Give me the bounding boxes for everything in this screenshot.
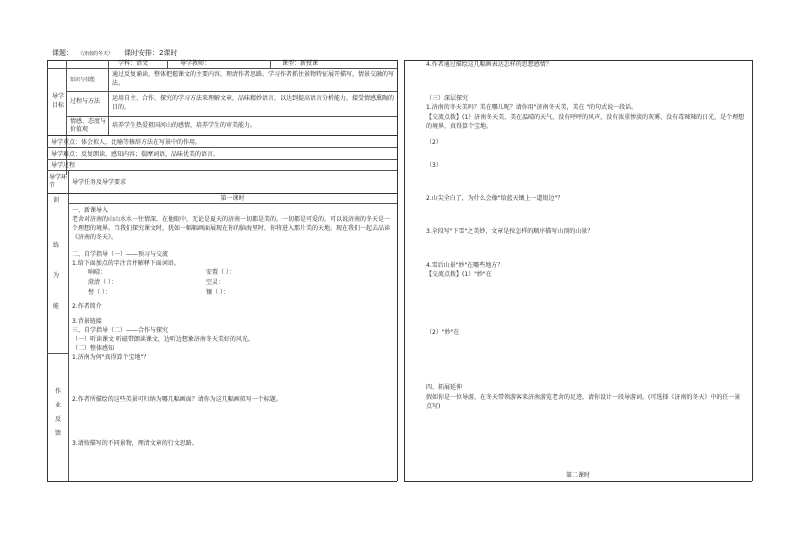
self-study-2: 三、自学指导（二）——合作与探究 [72,327,169,334]
word-1: 响晴： [88,269,107,276]
o3: 3.请按描写的不同景物，理清文章的行文思路。 [72,440,198,447]
goal-name-3: 情感、态度与价值观 [70,118,107,133]
overall-title: （二）整体感知 [72,345,115,352]
teacher: 导学教师： [180,60,211,67]
goal-text-3: 培养学生热爱祖国河山的感情，培养学生的审美能力。 [112,122,257,129]
ext-title: 四、拓展延伸 [426,384,463,391]
side-label-4: 能 [53,303,60,310]
d1: 1.济南的冬天美吗？美在哪儿呢？请你用"济南冬天美，美在 "的句式说一段话。 [426,104,638,111]
d4-answer-1: 【交流点拨】(1）"妙"在 [426,271,492,278]
d2: 2.山尖全白了，为什么会像"给蓝天镶上一道银边"？ [426,195,564,202]
goal-name-1: 知识与技能 [70,77,96,83]
self-study-1: 二、自学指导（一）——预习与交流 [72,251,169,258]
goal-text-2: 运用自主、合作、探究的学习方法来理解文章，品味精妙语言，以达到提高语言分析能力，接受情感熏陶的目的。 [112,95,395,111]
intro-text: 老舍对济南的山山水水一往情深，在他眼中，无论是夏天的济南一切都是美的，一切都是可爱的，可以说济南的冬天是一个理想的境界。当我们探究课文时，犹如一幅幅画面展现在你的脑海里时，你将进入那片美的天地。现在我们一起去品读《济南的冬天》。 [72,216,391,241]
word-3: 澄清（ ）： [88,279,117,286]
d1-3: （3） [426,162,442,169]
course-label: 课题： [52,49,73,57]
intro-title: 一、新课导入 [72,207,109,214]
o2: 2.作者所描绘的这些美景可归纳为哪几幅画面？请你为这几幅画拟写一个标题。 [72,396,282,403]
section-label: 导学环节 [49,174,68,189]
ext-text: 假如你是一位导游，在冬天带领游客来济南游览老舍的足迹，请你设计一段导游词。(可选择《济南的冬天》中的任一景点写) [426,394,741,410]
listen-text: （一）听读课文 听磁带朗读课文，边听边想象济南冬天美好的风光。 [72,336,254,343]
o1: 1.济南为何"真得算个宝地"？ [72,354,150,361]
task-header: 导学任务及导学要求 [72,179,127,186]
r4: 4.作者通过描绘这几幅画表达怎样的思想感情？ [426,61,552,68]
subject: 学科：语文 [118,60,149,67]
d1-answer: 【交流点拨】(1）济南冬天美，美在温晴的天气，没有呼呼的风声，没有浓重惨淡的灰雾，没有毒辣辣的日光，是个理想的境界，真得算个宝地。 [426,114,745,130]
d4-answer-2: （2）"妙"在 [426,329,460,336]
side-label-2: 练 [53,242,60,249]
side-label-3: 为 [53,272,60,279]
d1-2: （2） [426,139,442,146]
q1: 1.给下面加点的字注音并解释下面词语。 [72,260,180,267]
difficulty: 导学难点：反复朗读，感知内容；揣摩词语，品味优美的语言。 [51,151,220,158]
lesson-2-title: 第二课时 [565,472,590,479]
deep-title: （三）深层探究 [426,95,469,102]
process-title: 导学过程 [51,162,76,169]
d4: 4.雪后山景"妙"在哪些地方？ [426,262,504,269]
course-title: 《济南的冬天》 [78,51,114,57]
d3: 3.全段写"下雪"之美妙，文章是按怎样的顺序描写山顶的山景？ [426,228,594,235]
lesson-1-title: 第一课时 [220,195,245,202]
goals-label: 导学目标 [51,93,64,109]
side-label-feedback: 作业反馈 [54,388,61,437]
q3: 3.背景链接 [72,318,102,325]
word-5: 髻（ ）： [88,289,111,296]
goal-text-1: 通过反复诵读，整体把握课文的主要内容，理清作者思路。学习作者抓住景物特征展开描写，情景交融的写法。 [112,71,395,87]
schedule: 课时安排：2课时 [124,49,178,57]
key-point: 导学重点：体会拟人、比喻等修辞方法在写景中的作用。 [51,139,202,146]
lesson-type: 课型：新授课 [282,60,319,67]
side-label-1: 训 [53,197,60,204]
word-4: 空灵： [206,279,225,286]
word-2: 安置（ ）： [206,269,235,276]
goal-name-2: 过程与方法 [70,98,101,105]
word-6: 镶（ ）： [206,289,229,296]
q2: 2.作者简介 [72,303,102,310]
